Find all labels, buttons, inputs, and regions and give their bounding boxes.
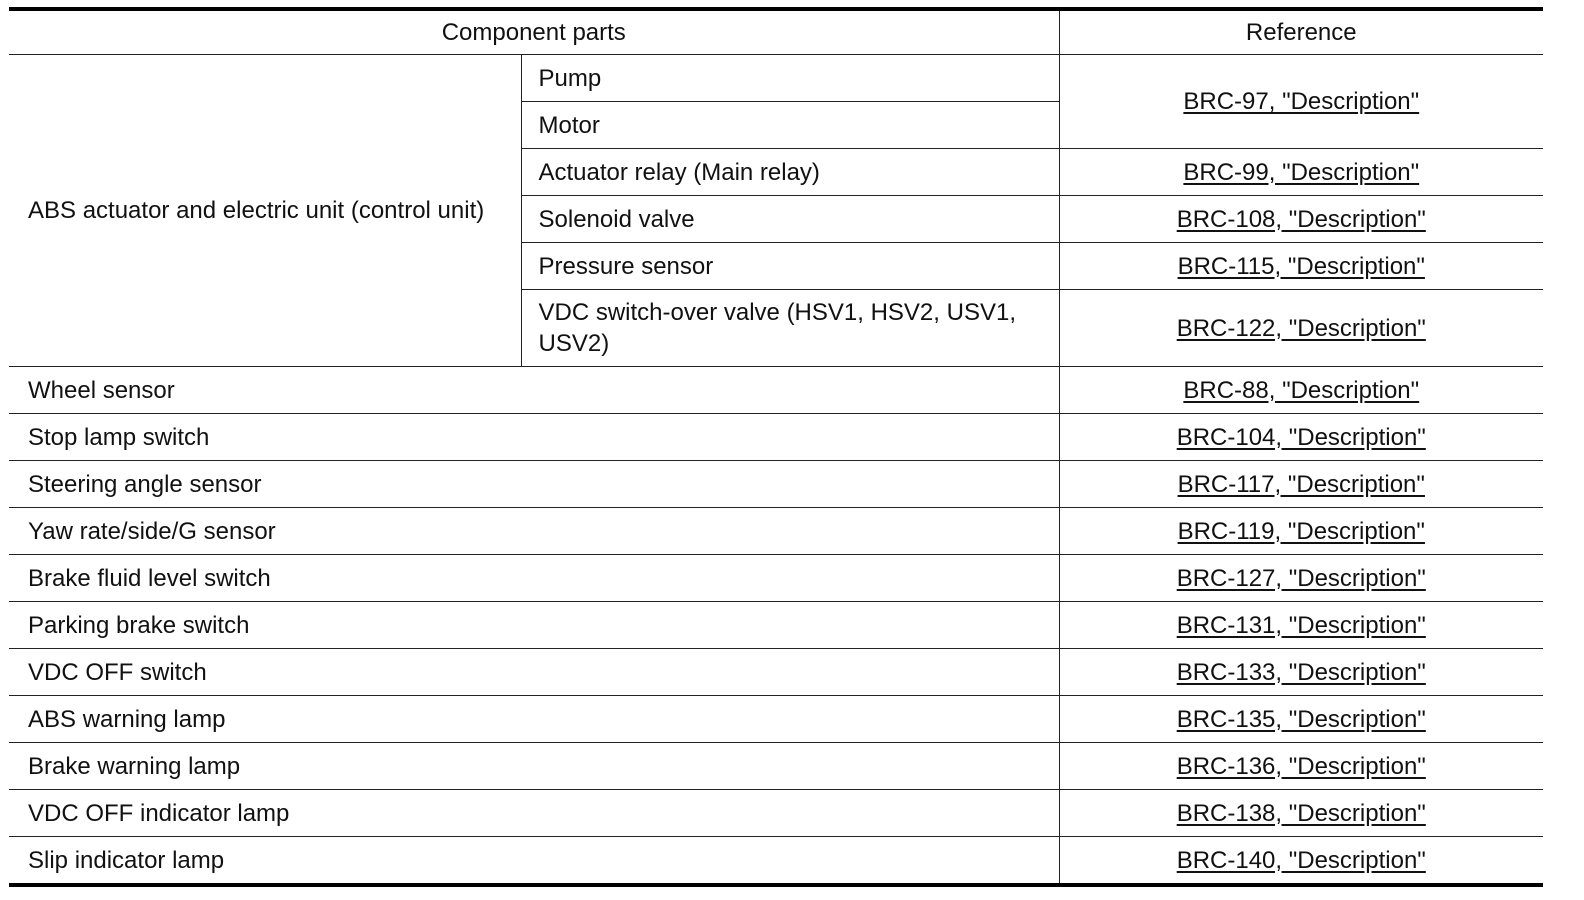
table-row xyxy=(9,602,1543,649)
table-row xyxy=(9,743,1543,790)
reference-link[interactable]: BRC-135, "Description" xyxy=(1176,705,1426,733)
table-header-row xyxy=(9,9,1543,55)
reference-link[interactable]: BRC-88, "Description" xyxy=(1183,376,1420,404)
reference-cell xyxy=(1059,555,1543,602)
table-row xyxy=(9,790,1543,837)
reference-cell xyxy=(1059,837,1543,886)
component-reference-table xyxy=(9,7,1543,887)
part-cell: Brake fluid level switch xyxy=(9,555,1059,602)
part-cell: Motor xyxy=(521,102,1059,149)
part-cell: VDC OFF switch xyxy=(9,649,1059,696)
part-cell: Stop lamp switch xyxy=(9,414,1059,461)
part-cell: ABS warning lamp xyxy=(9,696,1059,743)
reference-link[interactable]: BRC-140, "Description" xyxy=(1176,846,1426,874)
reference-link[interactable]: BRC-138, "Description" xyxy=(1176,799,1426,827)
reference-link[interactable]: BRC-119, "Description" xyxy=(1177,517,1425,545)
part-cell: Parking brake switch xyxy=(9,602,1059,649)
reference-cell xyxy=(1059,55,1543,149)
reference-link[interactable]: BRC-104, "Description" xyxy=(1176,423,1426,451)
abs-group-label: ABS actuator and electric unit (control unit) xyxy=(9,55,521,367)
table-row xyxy=(9,555,1543,602)
reference-cell xyxy=(1059,149,1543,196)
part-cell: VDC OFF indicator lamp xyxy=(9,790,1059,837)
reference-link[interactable]: BRC-108, "Description" xyxy=(1176,205,1426,233)
part-cell: Yaw rate/side/G sensor xyxy=(9,508,1059,555)
reference-link[interactable]: BRC-115, "Description" xyxy=(1177,252,1425,280)
reference-cell xyxy=(1059,243,1543,290)
reference-cell xyxy=(1059,196,1543,243)
reference-link[interactable]: BRC-122, "Description" xyxy=(1176,314,1426,342)
table-row xyxy=(9,837,1543,886)
reference-cell xyxy=(1059,367,1543,414)
table-row xyxy=(9,508,1543,555)
table-row xyxy=(9,367,1543,414)
part-cell: Brake warning lamp xyxy=(9,743,1059,790)
reference-cell xyxy=(1059,743,1543,790)
reference-cell xyxy=(1059,414,1543,461)
reference-cell xyxy=(1059,602,1543,649)
reference-cell xyxy=(1059,290,1543,367)
reference-link[interactable]: BRC-97, "Description" xyxy=(1183,88,1420,115)
table-row xyxy=(9,461,1543,508)
reference-link[interactable]: BRC-131, "Description" xyxy=(1176,611,1426,639)
reference-cell xyxy=(1059,508,1543,555)
part-cell: Pressure sensor xyxy=(521,243,1059,290)
reference-link[interactable]: BRC-133, "Description" xyxy=(1176,658,1426,686)
table-row xyxy=(9,55,1543,102)
reference-link[interactable]: BRC-127, "Description" xyxy=(1176,564,1426,592)
part-cell: Slip indicator lamp xyxy=(9,837,1059,886)
reference-link[interactable]: BRC-99, "Description" xyxy=(1183,158,1420,186)
part-cell: Wheel sensor xyxy=(9,367,1059,414)
reference-cell xyxy=(1059,649,1543,696)
part-cell: Pump xyxy=(521,55,1059,102)
table-row xyxy=(9,696,1543,743)
table-row xyxy=(9,414,1543,461)
part-cell: VDC switch-over valve (HSV1, HSV2, USV1, USV2) xyxy=(521,290,1059,367)
reference-cell xyxy=(1059,696,1543,743)
header-reference: Reference xyxy=(1059,9,1543,55)
reference-cell xyxy=(1059,461,1543,508)
part-cell: Actuator relay (Main relay) xyxy=(521,149,1059,196)
table-row xyxy=(9,649,1543,696)
part-cell: Steering angle sensor xyxy=(9,461,1059,508)
part-cell: Solenoid valve xyxy=(521,196,1059,243)
header-component-parts: Component parts xyxy=(9,9,1059,55)
reference-link[interactable]: BRC-136, "Description" xyxy=(1176,752,1426,780)
reference-link[interactable]: BRC-117, "Description" xyxy=(1177,470,1425,498)
reference-cell xyxy=(1059,790,1543,837)
